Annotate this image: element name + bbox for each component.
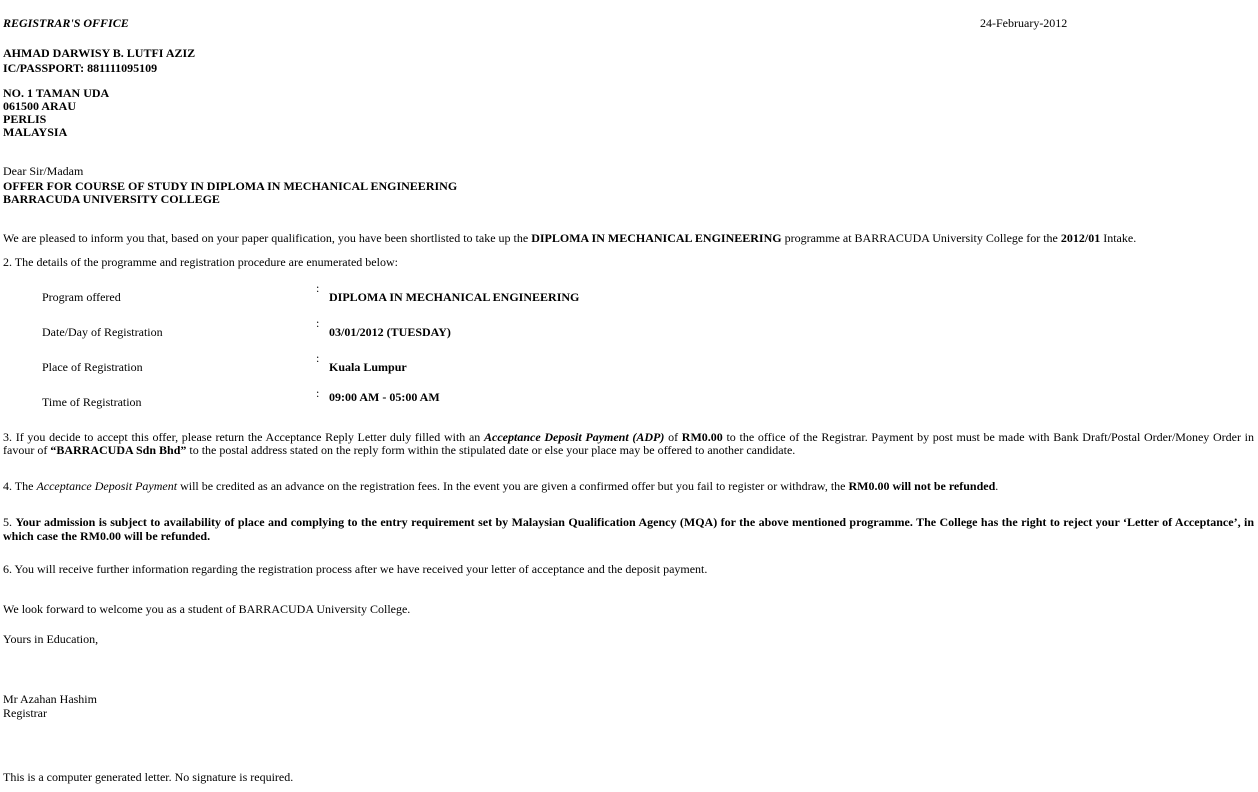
para3-text-3: to the office of the Registrar. Payment by post must be made with Bank Draft/Postal Order/Money Order in favour of (3, 430, 1254, 457)
intro-programme: DIPLOMA IN MECHANICAL ENGINEERING (531, 231, 782, 245)
footer-note: This is a computer generated letter. No signature is required. (3, 770, 294, 784)
detail-value: 09:00 AM - 05:00 AM (329, 390, 440, 404)
intro-text-3: Intake. (1100, 231, 1137, 245)
intro-text-2: programme at BARRACUDA University College for the (781, 231, 1061, 245)
intro-paragraph (3, 232, 1136, 245)
intro-text-1: We are pleased to inform you that, based on your paper qualification, you have been shortlisted to take up the (3, 231, 532, 245)
para4-text-3: . (995, 479, 999, 493)
salutation: Dear Sir/Madam (3, 164, 84, 178)
recipient-ic: IC/PASSPORT: 881111095109 (3, 61, 158, 75)
office-title: REGISTRAR'S OFFICE (3, 16, 129, 30)
paragraph-2: 2. The details of the programme and registration procedure are enumerated below: (3, 255, 398, 269)
letter-date: 24-February-2012 (980, 16, 1068, 30)
para5-number: 5. (3, 515, 16, 529)
paragraph-4 (3, 480, 998, 493)
detail-value: Kuala Lumpur (329, 360, 407, 374)
subject-line-2: BARRACUDA UNIVERSITY COLLEGE (3, 192, 220, 206)
paragraph-5 (3, 515, 1254, 543)
para3-text-4: to the postal address stated on the reply form within the stipulated date or else your place may be offered to another candidate. (186, 443, 796, 457)
detail-label: Time of Registration (42, 395, 142, 409)
detail-colon: : (316, 316, 320, 330)
detail-label: Date/Day of Registration (42, 325, 163, 339)
detail-value: DIPLOMA IN MECHANICAL ENGINEERING (329, 290, 580, 304)
para3-payee: “BARRACUDA Sdn Bhd” (50, 443, 187, 457)
address-line-1: NO. 1 TAMAN UDA (3, 86, 110, 100)
para4-adp: Acceptance Deposit Payment (36, 479, 178, 493)
detail-value: 03/01/2012 (TUESDAY) (329, 325, 451, 339)
sign-off: Yours in Education, (3, 632, 99, 646)
paragraph-3 (3, 431, 1254, 457)
signatory-title: Registrar (3, 706, 47, 720)
detail-colon: : (316, 386, 320, 400)
detail-label: Place of Registration (42, 360, 143, 374)
detail-colon: : (316, 281, 320, 295)
look-forward-text: We look forward to welcome you as a student of BARRACUDA University College. (3, 602, 411, 616)
para3-amount: RM0.00 (681, 430, 723, 444)
detail-label: Program offered (42, 290, 121, 304)
para4-text-2: will be credited as an advance on the registration fees. In the event you are given a confirmed offer but you fail to register or withdraw, the (177, 479, 849, 493)
intro-intake: 2012/01 (1060, 231, 1101, 245)
address-line-2: 061500 ARAU (3, 99, 77, 113)
address-line-4: MALAYSIA (3, 125, 68, 139)
para3-adp: Acceptance Deposit Payment (ADP) (484, 430, 665, 444)
para5-text: Your admission is subject to availability of place and complying to the entry requirement set by Malaysian Qualification Agency (MQA) for the above mentioned programme. The College has the right to reject your ‘Letter of Acceptance’, in which case the RM0.00 will be refunded. (3, 515, 1255, 543)
para3-text-1: 3. If you decide to accept this offer, please return the Acceptance Reply Letter duly filled with an (3, 430, 484, 444)
para4-text-1: 4. The (3, 479, 37, 493)
recipient-name: AHMAD DARWISY B. LUTFI AZIZ (3, 46, 196, 60)
detail-colon: : (316, 351, 320, 365)
subject-line-1: OFFER FOR COURSE OF STUDY IN DIPLOMA IN MECHANICAL ENGINEERING (3, 179, 458, 193)
signatory-name: Mr Azahan Hashim (3, 692, 97, 706)
paragraph-6: 6. You will receive further information regarding the registration process after we have received your letter of acceptance and the deposit payment. (3, 562, 708, 576)
para4-no-refund: RM0.00 will not be refunded (848, 479, 996, 493)
address-line-3: PERLIS (3, 112, 47, 126)
para3-text-2: of (664, 430, 682, 444)
